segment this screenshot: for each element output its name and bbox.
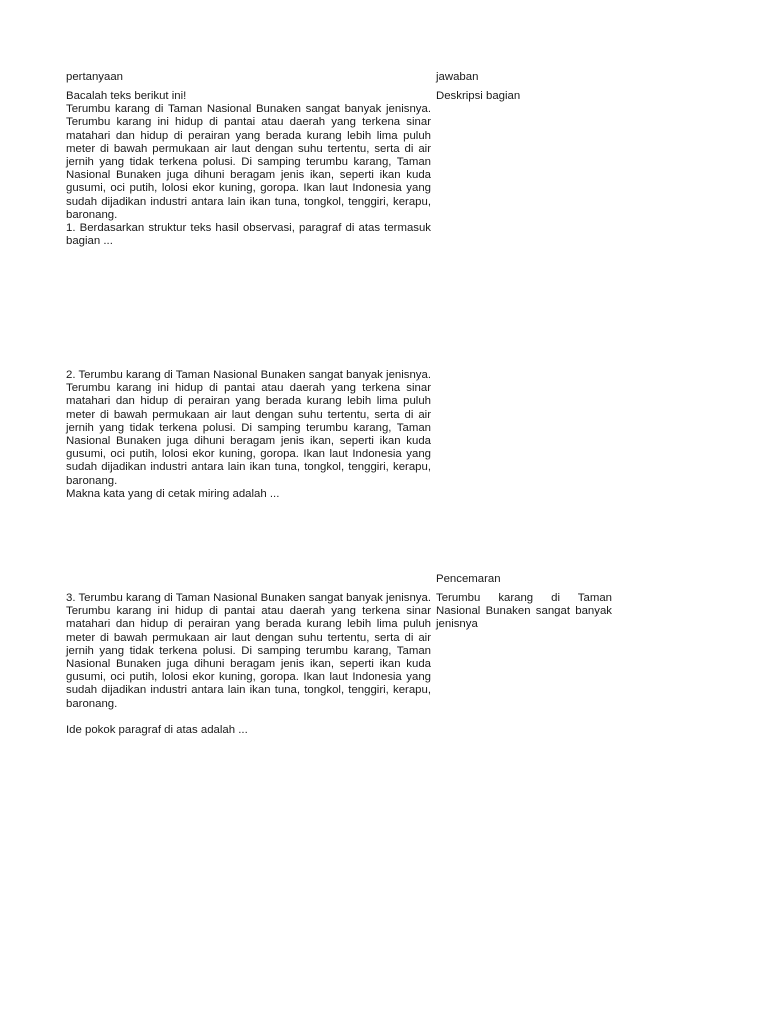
question-2 [66, 369, 431, 501]
question-1 [66, 90, 431, 248]
q1-answer: Deskripsi bagian [436, 90, 521, 102]
answer-3 [436, 592, 612, 632]
question-3 [66, 592, 431, 737]
answer-1 [436, 90, 612, 103]
question-header-text: pertanyaan [66, 71, 123, 83]
q2-passage: 2. Terumbu karang di Taman Nasional Bunaken sangat banyak jenisnya. Terumbu karang ini hidup di pantai atau daerah yang terkena sinar matahari dan hidup di perairan yang berada kurang lebih lima puluh meter di bawah permukaan air laut dengan suhu tertentu, serta di air jernih yang tidak terkena polusi. Di samping terumbu karang, Taman Nasional Bunaken juga dihuni beragam jenis ikan, seperti ikan kuda gusumi, oci putih, lolosi ekor kuning, goropa. Ikan laut Indonesia yang sudah dijadikan industri antara lain ikan tuna, tongkol, tenggiri, kerapu, baronang. [66, 369, 431, 487]
answer-header-text: jawaban [436, 71, 479, 83]
q2-question: Makna kata yang di cetak miring adalah ... [66, 487, 280, 500]
q1-passage: Terumbu karang di Taman Nasional Bunaken sangat banyak jenisnya. Terumbu karang ini hidup di pantai atau daerah yang terkena sinar matahari dan hidup di perairan yang berada kurang lebih lima puluh meter di bawah permukaan air laut dengan suhu tertentu, serta di air jernih yang tidak terkena polusi. Di samping terumbu karang, Taman Nasional Bunaken juga dihuni beragam jenis ikan, seperti ikan kuda gusumi, oci putih, lolosi ekor kuning, goropa. Ikan laut Indonesia yang sudah dijadikan industri antara lain ikan tuna, tongkol, tenggiri, kerapu, baronang. [66, 103, 431, 221]
q3-question: Ide pokok paragraf di atas adalah ... [66, 723, 248, 736]
q3-spacer [66, 711, 431, 724]
q3-passage: 3. Terumbu karang di Taman Nasional Bunaken sangat banyak jenisnya. Terumbu karang ini hidup di pantai atau daerah yang terkena sinar matahari dan hidup di perairan yang berada kurang lebih lima puluh meter di bawah permukaan air laut dengan suhu tertentu, serta di air jernih yang tidak terkena polusi. Di samping terumbu karang, Taman Nasional Bunaken juga dihuni beragam jenis ikan, seperti ikan kuda gusumi, oci putih, lolosi ekor kuning, goropa. Ikan laut Indonesia yang sudah dijadikan industri antara lain ikan tuna, tongkol, tenggiri, kerapu, baronang. [66, 592, 431, 710]
answer-column-header [436, 71, 612, 84]
q1-instruction: Bacalah teks berikut ini! [66, 90, 187, 102]
q3-answer: Terumbu karang di Taman Nasional Bunaken sangat banyak jenisnya [436, 592, 612, 631]
q2-answer: Pencemaran [436, 573, 501, 585]
question-column-header [66, 71, 431, 84]
answer-2 [436, 573, 612, 586]
q1-question: 1. Berdasarkan struktur teks hasil observasi, paragraf di atas termasuk bagian ... [66, 222, 431, 248]
